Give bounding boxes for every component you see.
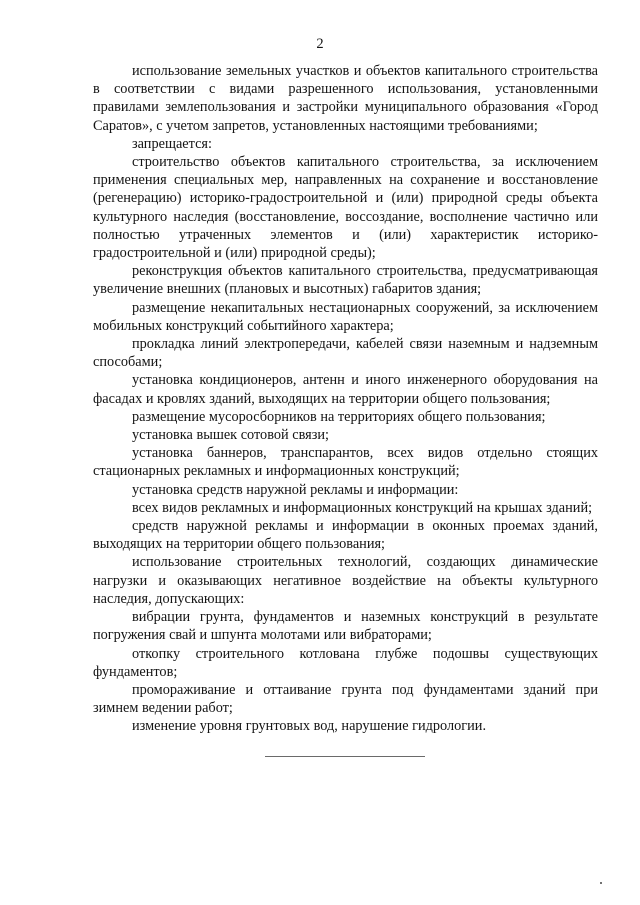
paragraph-freezing: промораживание и оттаивание грунта под фундаментами зданий при зимнем ведении работ; bbox=[93, 681, 598, 717]
paragraph-groundwater: изменение уровня грунтовых вод, нарушение гидрологии. bbox=[132, 718, 487, 735]
paragraph-construction: строительство объектов капитального строительства, за исключением применения специальных мер, направленных на сохранение и восстановление (регенерацию) историко-градостроительной и (или) природной среды объекта культурного наследия (восстановление, воссоздание, восполнение частично или полностью утраченных элементов и (или) характеристик историко-градостроительной и (или) природной среды); bbox=[93, 154, 598, 262]
paragraph-power-lines: прокладка линий электропередачи, кабелей связи наземным и надземным способами; bbox=[93, 336, 598, 371]
paragraph-prohibited-heading: запрещается: bbox=[132, 135, 212, 152]
paragraph-excavation: откопку строительного котлована глубже подошвы существующих фундаментов; bbox=[93, 645, 598, 680]
paragraph-reconstruction: реконструкция объектов капитального строительства, предусматривающая увеличение внешних (плановых и высотных) габаритов здания; bbox=[93, 263, 598, 298]
paragraph-outdoor-advertising: установка средств наружной рекламы и информации: bbox=[132, 481, 459, 498]
paragraph-waste-bins: размещение мусоросборников на территориях общего пользования; bbox=[132, 408, 546, 425]
paragraph-construction-technologies: использование строительных технологий, создающих динамические нагрузки и оказывающих негативное воздействие на объекты культурного наследия, допускающих: bbox=[93, 554, 598, 607]
paragraph-roof-advertising: всех видов рекламных и информационных конструкций на крышах зданий; bbox=[132, 499, 593, 516]
paragraph-window-advertising: средств наружной рекламы и информации в оконных проемах зданий, выходящих на территории общего пользования; bbox=[93, 518, 598, 553]
page-number: 2 bbox=[316, 36, 324, 52]
end-separator-line bbox=[265, 756, 425, 757]
scan-artifact bbox=[600, 882, 602, 884]
paragraph-non-capital-structures: размещение некапитальных нестационарных сооружений, за исключением мобильных конструкций событийного характера; bbox=[93, 299, 598, 334]
paragraph-cell-towers: установка вышек сотовой связи; bbox=[132, 427, 329, 444]
paragraph-air-conditioners: установка кондиционеров, антенн и иного инженерного оборудования на фасадах и кровлях зданий, выходящих на территории общего пользования; bbox=[93, 372, 598, 407]
paragraph-vibrations: вибрации грунта, фундаментов и наземных конструкций в результате погружения свай и шпунта молотами или вибраторами; bbox=[93, 609, 598, 644]
paragraph-land-use: использование земельных участков и объектов капитального строительства в соответствии с видами разрешенного использования, установленными правилами землепользования и застройки муниципального образования «Город Саратов», с учетом запретов, установленных настоящими требованиями; bbox=[93, 63, 598, 134]
paragraph-banners: установка баннеров, транспарантов, всех видов отдельно стоящих стационарных рекламных и информационных конструкций; bbox=[93, 445, 598, 480]
document-body bbox=[93, 62, 598, 736]
